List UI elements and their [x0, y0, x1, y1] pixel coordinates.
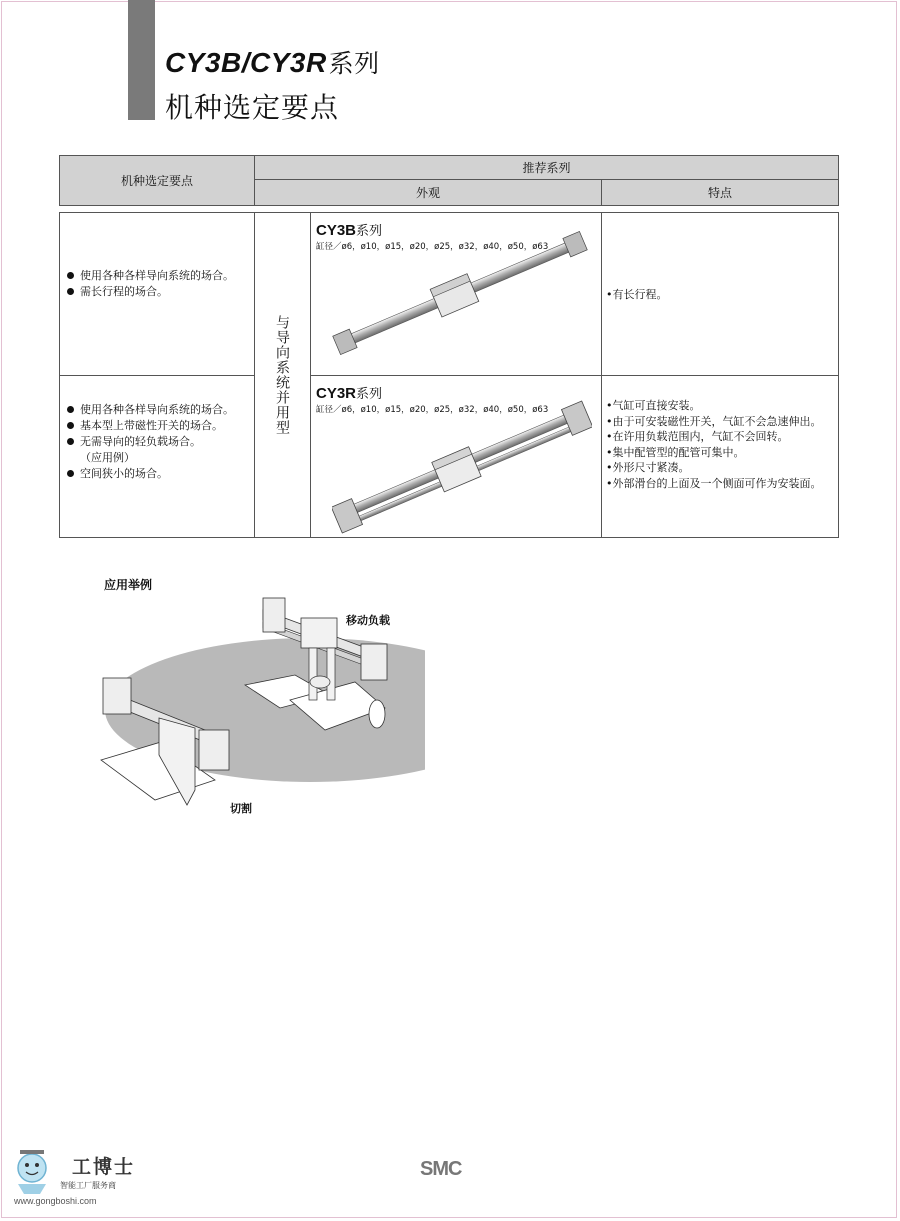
- list-item: •外形尺寸紧凑。: [606, 461, 690, 474]
- list-item: 基本型上带磁性开关的场合。: [67, 418, 234, 434]
- row1-features: [606, 287, 668, 303]
- list-item: 空间狭小的场合。: [67, 466, 234, 482]
- brand-url: www.gongboshi.com: [14, 1196, 97, 1206]
- page-title: [165, 44, 380, 80]
- label-moving-load: 移动负载: [346, 614, 390, 627]
- brand-name: 工博士: [72, 1156, 136, 1178]
- list-item: •在许用负载范围内，气缸不会回转。: [606, 430, 789, 443]
- list-item: •由于可安装磁性开关，气缸不会急速伸出。: [606, 414, 822, 428]
- list-item: •有长行程。: [606, 288, 668, 301]
- merged-note-cell: [254, 212, 310, 538]
- brand-tagline: 智能工厂服务商: [60, 1181, 116, 1190]
- cylinder-cy3r-image: [332, 395, 592, 535]
- series-cy3r-bore: 缸径／ø6，ø10，ø15，ø20，ø25，ø32，ø40，ø50，ø63: [316, 405, 549, 415]
- row2-features: [606, 398, 822, 491]
- list-item: 无需导向的轻负载场合。: [67, 434, 234, 450]
- list-item: •气缸可直接安装。: [606, 399, 701, 412]
- cylinder-cy3b-image: [330, 228, 590, 358]
- list-item: 使用各种各样导向系统的场合。: [67, 268, 234, 284]
- table-header: [59, 155, 839, 206]
- header-recommend: 推荐系列: [522, 161, 571, 175]
- title-model: CY3B/CY3R: [165, 47, 327, 78]
- smc-logo: SMC: [420, 1158, 462, 1180]
- header-appearance: 外观: [415, 186, 440, 200]
- row2-conditions: [67, 402, 234, 482]
- page-subtitle: 机种选定要点: [165, 91, 340, 124]
- list-item: 使用各种各样导向系统的场合。: [67, 402, 234, 418]
- application-title: 应用举例: [104, 578, 153, 592]
- list-item: 需长行程的场合。: [67, 284, 234, 300]
- list-item: （应用例）: [80, 451, 135, 464]
- header-selection: 机种选定要点: [120, 174, 193, 188]
- series-cy3b-bore: 缸径／ø6，ø10，ø15，ø20，ø25，ø32，ø40，ø50，ø63: [316, 242, 549, 252]
- row1-conditions: [67, 268, 234, 300]
- label-cutting: 切割: [230, 802, 252, 815]
- series-cy3b-title: CY3B系列: [316, 222, 383, 239]
- title-series: 系列: [328, 50, 380, 78]
- title-side-bar: [128, 0, 155, 120]
- list-item: •外部滑台的上面及一个侧面可作为安装面。: [606, 476, 822, 490]
- list-item: •集中配管型的配管可集中。: [606, 445, 745, 459]
- merged-note: 与导向系统并用型: [274, 315, 290, 435]
- series-cy3r-title: CY3R系列: [316, 385, 383, 402]
- header-features: 特点: [707, 186, 732, 200]
